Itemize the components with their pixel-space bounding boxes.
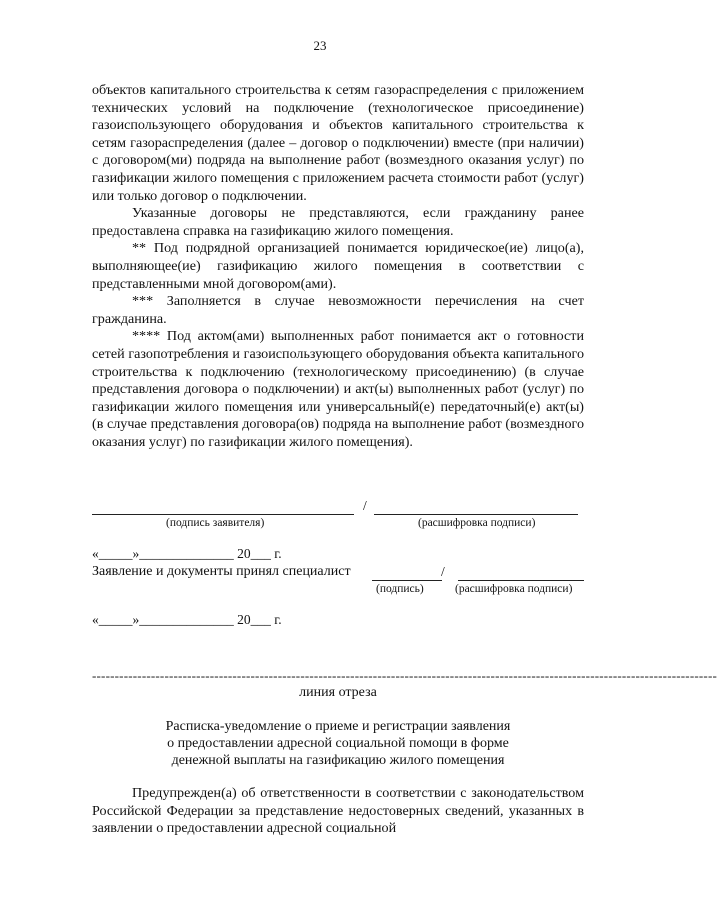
paragraph-connection-docs: объектов капитального строительства к сетям газораспределения с приложением технических условий на подключение (технологическое присоединение) газоиспользующего оборудования и объектов капитального строительства к сетям газораспределения (далее – договор о подключении) вместе (при наличии) с договором(ми) подряда на выполнение работ (возмездного оказания услуг) по газификации жилого помещения с приложением расчета стоимости работ (услуг) или только договор о подключении. (92, 82, 584, 204)
warning-text-block (92, 785, 584, 838)
applicant-signature-caption: (подпись заявителя) (166, 517, 265, 529)
paragraph-liability-warning: Предупрежден(а) об ответственности в соответствии с законодательством Российской Федерации за представление недостоверных сведений, указанных в заявлении о предоставлении адресной социальной (92, 785, 584, 837)
page-number: 23 (313, 38, 327, 53)
cut-line-label: линия отреза (299, 685, 377, 700)
specialist-sign-caption: (подпись) (376, 583, 424, 595)
applicant-decode-line (374, 514, 578, 515)
paragraph-acts-footnote: **** Под актом(ами) выполненных работ понимается акт о готовности сетей газопотребления и газоиспользующего оборудования объекта капитального строительства к подключению (технологическому присоединению) (в случае представления договора о подключении) и акт(ы) выполненных работ (услуг) по газификации жилого помещения или универсальный(е) передаточный(е) акт(ы) (в случае представления договора(ов) подряда на выполнение работ (возмездного оказания услуг) по газификации жилого помещения). (92, 328, 584, 450)
specialist-decode-caption: (расшифровка подписи) (455, 583, 573, 595)
receipt-title-line-1: Расписка-уведомление о приеме и регистрации заявления (165, 719, 511, 734)
receipt-title-line-2: о предоставлении адресной социальной помощи в форме (167, 736, 509, 751)
cut-line: ------------------------------------------------------------------------------------------------------------------------------------------ (92, 668, 717, 683)
specialist-signature-line (372, 580, 442, 581)
accepted-by-label: Заявление и документы принял специалист (92, 564, 351, 579)
receipt-title-line-3: денежной выплаты на газификацию жилого помещения (171, 753, 505, 768)
paragraph-account-footnote: *** Заполняется в случае невозможности перечисления на счет гражданина. (92, 293, 584, 327)
applicant-decode-caption: (расшифровка подписи) (418, 517, 536, 529)
date-line-1: «_____»______________ 20___ г. (92, 546, 282, 561)
date-line-2: «_____»______________ 20___ г. (92, 612, 282, 627)
specialist-decode-line (458, 580, 584, 581)
paragraph-contracts-note: Указанные договоры не представляются, если гражданину ранее предоставлена справка на газификацию жилого помещения. (92, 205, 584, 239)
paragraph-contractor-footnote: ** Под подрядной организацией понимается юридическое(ие) лицо(а), выполняющее(ие) газификацию жилого помещения в соответствии с представленными мной договором(ами). (92, 240, 584, 292)
specialist-slash: / (441, 564, 445, 579)
signature-slash: / (363, 498, 367, 513)
body-text-block (92, 82, 584, 451)
applicant-signature-line (92, 514, 354, 515)
